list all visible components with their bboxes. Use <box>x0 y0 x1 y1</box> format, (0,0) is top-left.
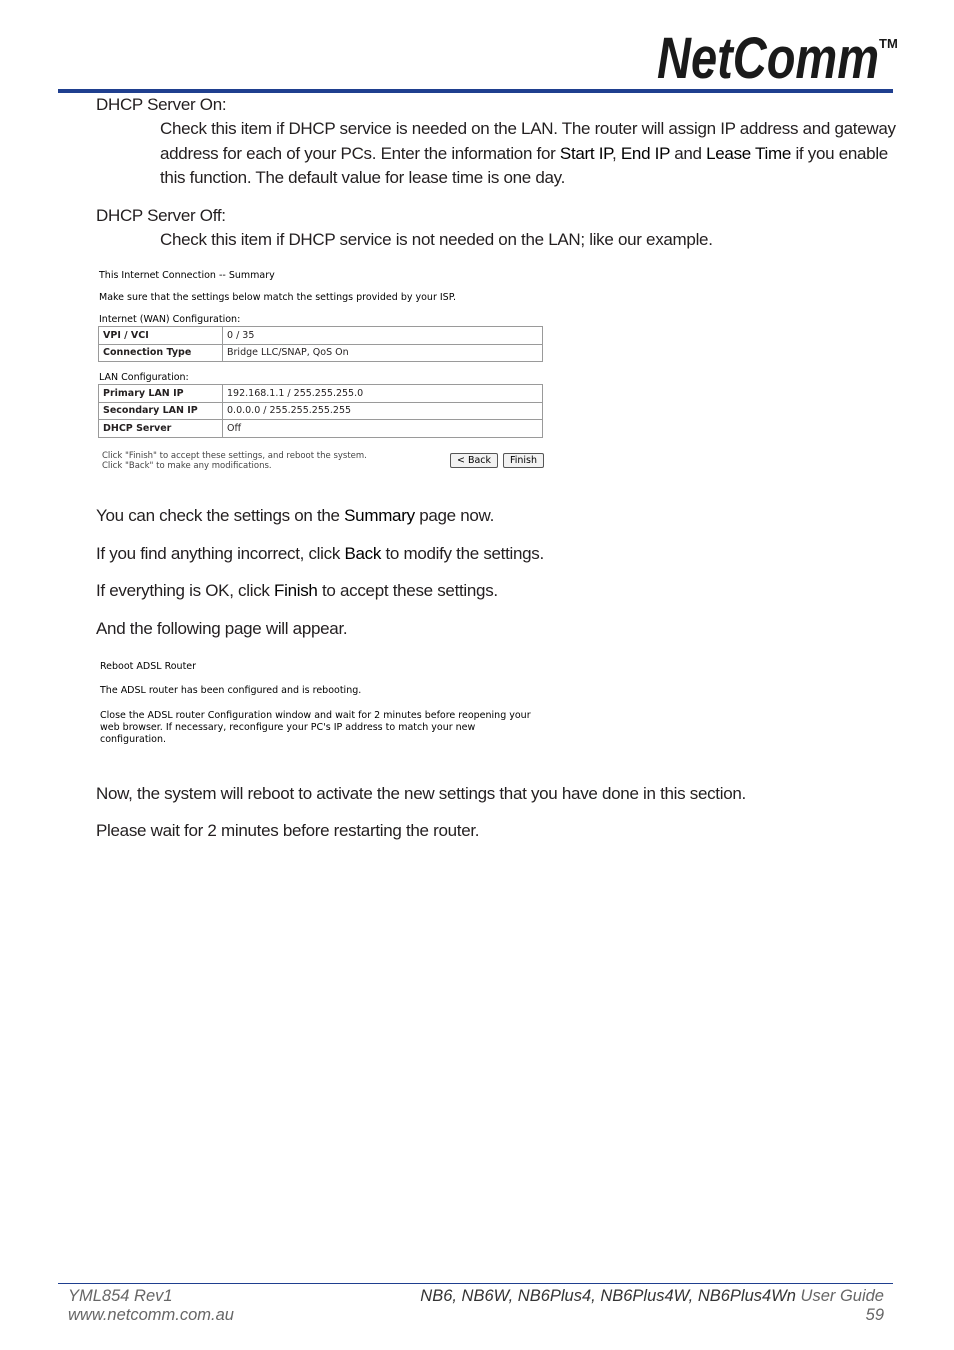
dhcp-on-description <box>160 117 895 191</box>
table-row <box>99 344 543 362</box>
footer-doc-id: YML854 Rev1 <box>68 1287 173 1305</box>
end-ip-term: End IP <box>620 143 670 163</box>
finish-note: Click "Finish" to accept these settings, and reboot the system. <box>102 451 367 461</box>
netcomm-logo <box>655 26 900 86</box>
reboot-title: Reboot ADSL Router <box>100 661 197 672</box>
paragraph-back <box>96 544 544 564</box>
lan-heading: LAN Configuration: <box>99 372 189 383</box>
summary-term: Summary <box>344 506 415 525</box>
paragraph-reboot: Now, the system will reboot to activate the new settings that you have done in this section. <box>96 784 746 803</box>
lease-time-term: Lease Time <box>706 143 792 163</box>
start-ip-term: Start IP <box>559 143 613 163</box>
table-cell-key: Secondary LAN IP <box>99 402 223 420</box>
footer-guide: User Guide <box>795 1287 884 1305</box>
table-cell-value: Bridge LLC/SNAP, QoS On <box>223 344 543 362</box>
back-term: Back <box>344 544 382 563</box>
dhcp-on-line2 <box>160 142 895 167</box>
table-row <box>99 327 543 345</box>
header-rule <box>58 89 893 93</box>
reboot-line3: web browser. If necessary, reconfigure your PC's IP address to match your new <box>100 722 476 733</box>
table-cell-key: DHCP Server <box>99 420 223 438</box>
table-cell-key: Primary LAN IP <box>99 385 223 403</box>
dhcp-on-term: DHCP Server On: <box>96 95 227 114</box>
table-cell-key: Connection Type <box>99 344 223 362</box>
table-cell-value: 0.0.0.0 / 255.255.255.255 <box>223 402 543 420</box>
reboot-line1: The ADSL router has been configured and is rebooting. <box>100 685 362 696</box>
dhcp-on-line3: this function. The default value for lease time is one day. <box>160 168 566 187</box>
summary-intro: Make sure that the settings below match the settings provided by your ISP. <box>99 292 456 303</box>
reboot-line2: Close the ADSL router Configuration window and wait for 2 minutes before reopening your <box>100 710 531 721</box>
text-run: and <box>669 143 707 163</box>
table-row <box>99 420 543 438</box>
text-run: page now. <box>414 506 495 525</box>
table-row <box>99 402 543 420</box>
trademark-mark: TM <box>879 36 898 51</box>
paragraph-following: And the following page will appear. <box>96 619 348 638</box>
back-button[interactable]: < Back <box>450 453 498 468</box>
back-note: Click "Back" to make any modifications. <box>102 461 272 471</box>
dhcp-off-term: DHCP Server Off: <box>96 206 226 225</box>
paragraph-wait: Please wait for 2 minutes before restarting the router. <box>96 821 480 840</box>
page-number: 59 <box>865 1306 884 1324</box>
table-cell-value: 192.168.1.1 / 255.255.255.0 <box>223 385 543 403</box>
paragraph-summary <box>96 506 494 526</box>
text-run: to accept these settings. <box>317 581 498 600</box>
summary-title: This Internet Connection -- Summary <box>99 270 275 281</box>
footer-rule <box>58 1283 893 1284</box>
footer-models: NB6, NB6W, NB6Plus4, NB6Plus4W, NB6Plus4Wn <box>420 1287 796 1305</box>
reboot-line4: configuration. <box>100 734 167 745</box>
table-cell-value: Off <box>223 420 543 438</box>
lan-config-table <box>98 384 543 438</box>
text-run: if you enable <box>791 143 888 163</box>
paragraph-finish <box>96 581 498 601</box>
finish-term: Finish <box>274 581 318 600</box>
text-run: If everything is OK, click <box>96 581 275 600</box>
table-row <box>99 385 543 403</box>
dhcp-on-line1: Check this item if DHCP service is needed on the LAN. The router will assign IP address and gateway <box>160 119 896 138</box>
text-run: , <box>612 143 621 163</box>
logo-wordmark: NetComm <box>657 26 879 86</box>
wan-config-table <box>98 326 543 362</box>
finish-button[interactable]: Finish <box>503 453 544 468</box>
text-run: to modify the settings. <box>381 544 544 563</box>
dhcp-off-description: Check this item if DHCP service is not needed on the LAN; like our example. <box>160 230 713 249</box>
text-run: address for each of your PCs. Enter the information for <box>160 143 560 163</box>
table-cell-value: 0 / 35 <box>223 327 543 345</box>
footer-guide-title <box>420 1287 884 1306</box>
text-run: If you find anything incorrect, click <box>96 544 345 563</box>
wan-heading: Internet (WAN) Configuration: <box>99 314 241 325</box>
text-run: You can check the settings on the <box>96 506 345 525</box>
footer-website[interactable]: www.netcomm.com.au <box>68 1306 234 1324</box>
table-cell-key: VPI / VCI <box>99 327 223 345</box>
